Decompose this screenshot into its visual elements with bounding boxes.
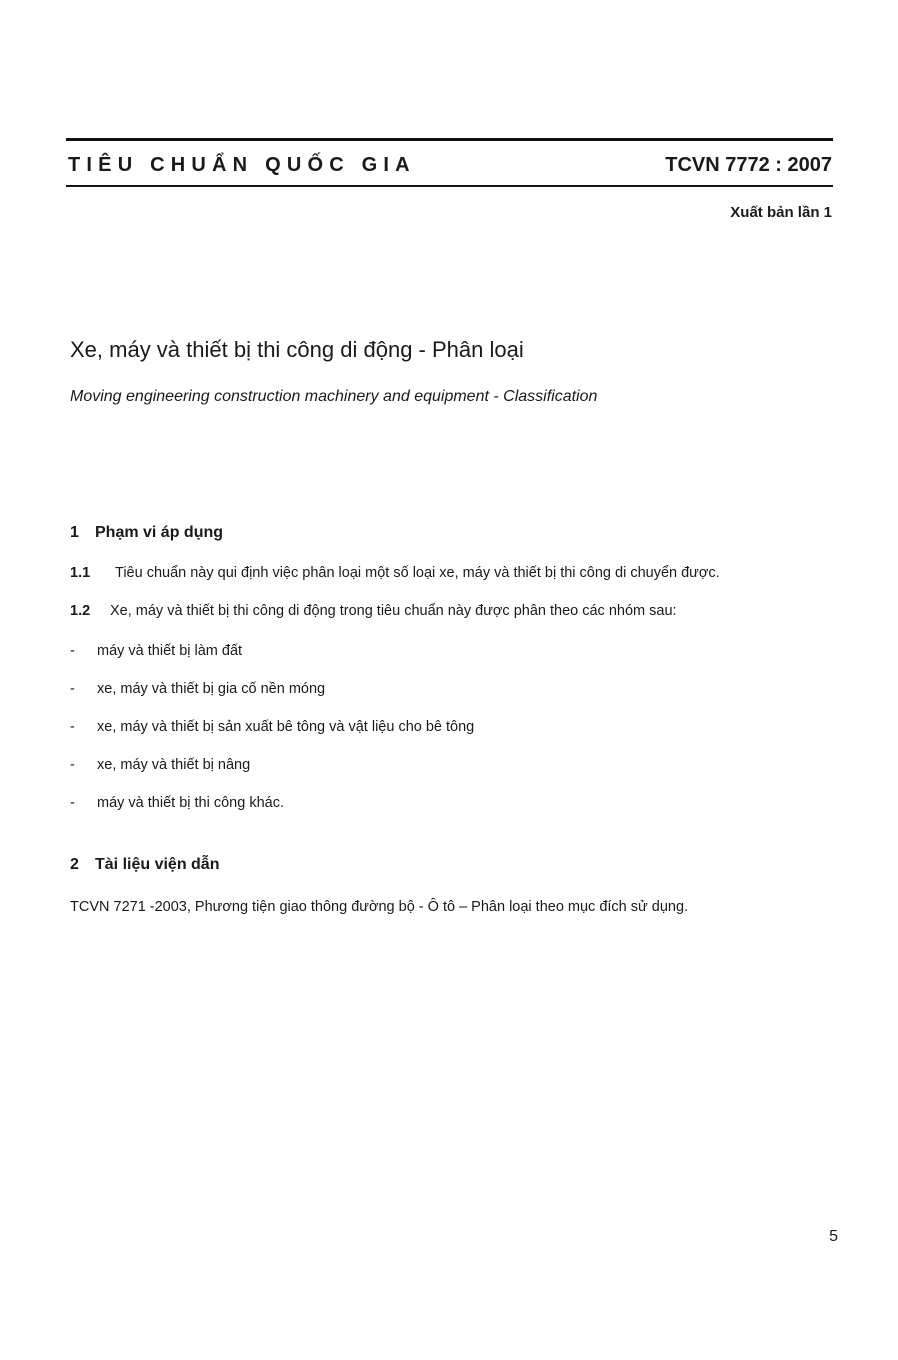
list-item-text: máy và thiết bị làm đất [97, 643, 243, 659]
standard-series-label: TIÊU CHUẨN QUỐC GIA [68, 154, 416, 176]
normative-reference: TCVN 7271 -2003, Phương tiện giao thông đường bộ - Ô tô – Phân loại theo mục đích sử dụng. [70, 899, 689, 915]
section-number: 1 [70, 524, 79, 541]
list-item [70, 681, 325, 697]
list-item [70, 795, 284, 811]
clause-number: 1.1 [70, 565, 91, 581]
list-item-text: xe, máy và thiết bị sản xuất bê tông và vật liệu cho bê tông [97, 719, 475, 735]
standard-code: TCVN 7772 : 2007 [665, 154, 832, 176]
section-title: Tài liệu viện dẫn [95, 856, 220, 873]
list-item [70, 757, 250, 773]
clause-1-1 [70, 565, 720, 581]
clause-text: Xe, máy và thiết bị thi công di động trong tiêu chuẩn này được phân theo các nhóm sau: [110, 603, 677, 619]
list-bullet: - [70, 795, 75, 811]
list-bullet: - [70, 643, 75, 659]
section-number: 2 [70, 856, 79, 873]
page-number: 5 [829, 1228, 838, 1245]
list-item-text: xe, máy và thiết bị nâng [97, 757, 251, 773]
document-title-vietnamese: Xe, máy và thiết bị thi công di động - Phân loại [70, 337, 524, 362]
section-title: Phạm vi áp dụng [95, 524, 224, 541]
list-item [70, 643, 242, 659]
clause-1-2 [70, 603, 677, 619]
header-bottom-rule [66, 185, 833, 187]
list-item-text: máy và thiết bị thi công khác. [97, 795, 284, 811]
document-title-english: Moving engineering construction machinery and equipment - Classification [70, 388, 598, 405]
header-top-rule [66, 138, 833, 141]
list-item-text: xe, máy và thiết bị gia cố nền móng [97, 681, 326, 697]
edition-label: Xuất bản lần 1 [730, 204, 832, 221]
list-bullet: - [70, 681, 75, 697]
section-1-heading [70, 524, 223, 542]
list-bullet: - [70, 719, 75, 735]
list-bullet: - [70, 757, 75, 773]
clause-number: 1.2 [70, 603, 91, 619]
clause-text: Tiêu chuẩn này qui định việc phân loại một số loại xe, máy và thiết bị thi công di chuyển được. [115, 565, 720, 581]
section-2-heading [70, 856, 219, 874]
list-item [70, 719, 474, 735]
